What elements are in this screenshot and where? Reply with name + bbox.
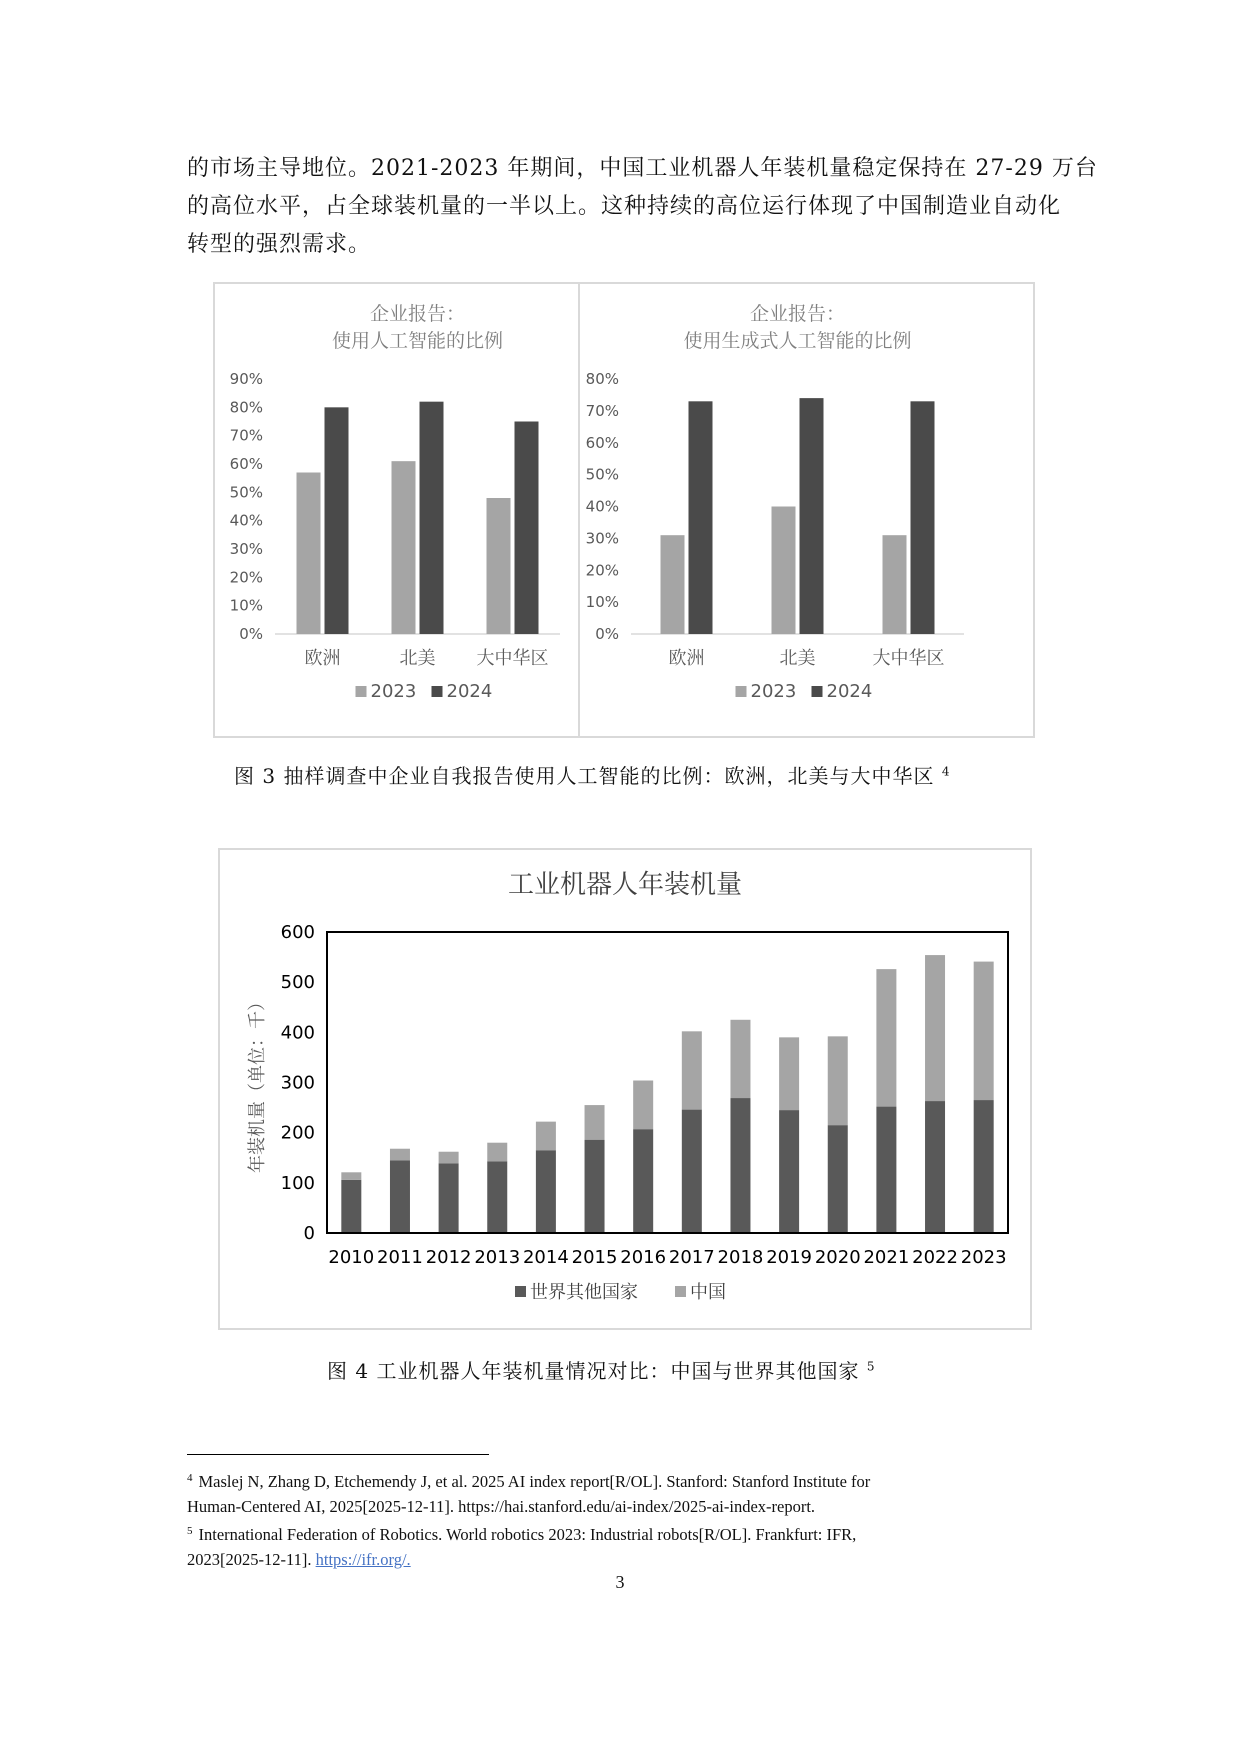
bar-segment-china: [585, 1105, 605, 1140]
body-paragraph: [187, 150, 1098, 264]
bar-segment-rest-of-world: [828, 1125, 848, 1233]
x-category-label: 2021: [863, 1247, 910, 1268]
footnotes: [187, 1466, 1067, 1572]
x-category-label: 2010: [328, 1247, 375, 1268]
legend-label: 2024: [446, 681, 493, 702]
y-tick-label: 80%: [585, 370, 619, 388]
legend-label: 2024: [826, 681, 873, 702]
y-tick-label: 200: [280, 1122, 315, 1144]
bar-segment-rest-of-world: [341, 1180, 361, 1233]
bar-segment-rest-of-world: [876, 1107, 896, 1233]
bar-segment-china: [536, 1122, 556, 1151]
bar-segment-rest-of-world: [633, 1129, 653, 1233]
footnote-text: Human-Centered AI, 2025[2025-12-11]. https://hai.stanford.edu/ai-index/2025-ai-index-report.: [187, 1497, 816, 1516]
bar-segment-china: [876, 969, 896, 1106]
x-category-label: 2018: [717, 1247, 764, 1268]
footnote-divider: [187, 1454, 489, 1455]
y-tick-label: 20%: [229, 568, 263, 587]
legend-label: 中国: [690, 1282, 726, 1303]
figure-3-caption-text: 图 3 抽样调查中企业自我报告使用人工智能的比例：欧洲，北美与大中华区: [234, 764, 935, 788]
bar-segment-china: [487, 1143, 507, 1162]
figure-4-caption: [327, 1355, 875, 1384]
footnote-text: 2023[2025-12-11].: [187, 1550, 312, 1569]
bar-segment-rest-of-world: [730, 1098, 750, 1233]
bar-segment-rest-of-world: [925, 1101, 945, 1233]
bar-2023: [392, 461, 416, 634]
y-tick-label: 0%: [239, 625, 263, 643]
bar-segment-rest-of-world: [682, 1110, 702, 1233]
bar-segment-china: [439, 1152, 459, 1164]
legend-swatch: [515, 1286, 526, 1297]
x-category-label: 2016: [620, 1247, 667, 1268]
figure-4-caption-text: 图 4 工业机器人年装机量情况对比：中国与世界其他国家: [327, 1359, 860, 1383]
bar-segment-china: [682, 1031, 702, 1109]
ifr-link[interactable]: https://ifr.org/.: [315, 1550, 411, 1569]
bar-segment-china: [925, 955, 945, 1101]
bar-2024: [800, 398, 824, 634]
legend-swatch: [736, 686, 747, 697]
footnote-number: 5: [187, 1525, 193, 1537]
x-category-label: 大中华区: [872, 648, 945, 669]
paragraph-line: 转型的强烈需求。: [187, 232, 372, 257]
y-tick-label: 10%: [585, 593, 619, 612]
chart-title-line: 企业报告：: [369, 303, 466, 325]
footnote-4: [187, 1466, 1067, 1519]
figure-3-frame: [213, 282, 1035, 738]
y-tick-label: 40%: [229, 511, 263, 530]
bar-segment-china: [828, 1036, 848, 1125]
bar-segment-china: [779, 1037, 799, 1110]
footnote-5: [187, 1519, 1067, 1572]
bar-segment-china: [730, 1020, 750, 1098]
x-category-label: 2012: [425, 1247, 472, 1268]
bar-2024: [420, 402, 444, 634]
y-tick-label: 500: [280, 972, 315, 994]
x-category-label: 2017: [668, 1247, 715, 1268]
legend-label: 2023: [370, 681, 417, 702]
bar-segment-china: [341, 1172, 361, 1180]
bar-segment-china: [633, 1080, 653, 1129]
bar-segment-rest-of-world: [779, 1110, 799, 1233]
bar-2023: [883, 535, 907, 634]
x-category-label: 2022: [912, 1247, 958, 1268]
y-tick-label: 60%: [229, 455, 263, 473]
y-tick-label: 600: [280, 922, 315, 943]
x-category-label: 北美: [779, 648, 816, 669]
chart-title-line: 使用生成式人工智能的比例: [683, 330, 912, 352]
y-axis-label: 年装机量（单位：千）: [247, 993, 268, 1173]
legend-swatch: [675, 1286, 686, 1297]
plot-frame: [327, 932, 1008, 1233]
figure-3-caption: [234, 760, 950, 789]
y-tick-label: 20%: [585, 561, 619, 580]
y-tick-label: 0: [303, 1223, 315, 1244]
legend-swatch: [812, 686, 823, 697]
bar-2024: [325, 407, 349, 634]
chart-title-line: 使用人工智能的比例: [331, 330, 504, 352]
x-category-label: 2020: [814, 1247, 861, 1268]
figure-4-chart: [220, 850, 1030, 1328]
x-category-label: 北美: [399, 648, 436, 669]
x-category-label: 大中华区: [476, 648, 549, 669]
x-category-label: 2015: [571, 1247, 618, 1268]
footnote-number: 4: [187, 1472, 193, 1484]
y-tick-label: 80%: [229, 398, 263, 417]
bar-segment-rest-of-world: [585, 1140, 605, 1233]
bar-segment-china: [974, 962, 994, 1100]
bar-segment-rest-of-world: [536, 1150, 556, 1233]
bar-2023: [297, 473, 321, 635]
x-category-label: 2014: [522, 1247, 569, 1268]
footnote-text: Maslej N, Zhang D, Etchemendy J, et al. 2025 AI index report[R/OL]. Stanford: Stanford Institute for: [198, 1472, 871, 1491]
y-tick-label: 50%: [585, 465, 619, 484]
bar-2023: [772, 507, 796, 635]
bar-2024: [689, 401, 713, 634]
y-tick-label: 30%: [585, 529, 619, 548]
legend-label: 2023: [750, 681, 797, 702]
y-tick-label: 400: [280, 1022, 315, 1044]
bar-segment-rest-of-world: [390, 1160, 410, 1233]
bar-segment-rest-of-world: [974, 1100, 994, 1233]
x-category-label: 欧洲: [668, 648, 705, 669]
y-tick-label: 30%: [229, 540, 263, 558]
legend-label: 世界其他国家: [530, 1282, 638, 1303]
y-tick-label: 60%: [585, 433, 619, 452]
bar-2023: [487, 498, 511, 634]
figure-4-footnote-ref[interactable]: 5: [866, 1359, 876, 1374]
x-category-label: 欧洲: [304, 648, 341, 669]
y-tick-label: 100: [280, 1172, 315, 1194]
y-tick-label: 0%: [595, 625, 619, 643]
legend-swatch: [432, 686, 443, 697]
y-tick-label: 70%: [585, 401, 619, 420]
y-tick-label: 10%: [229, 596, 263, 615]
bar-2023: [661, 535, 685, 634]
y-tick-label: 300: [280, 1072, 315, 1094]
bar-segment-china: [390, 1149, 410, 1161]
chart-title: 工业机器人年装机量: [507, 870, 743, 900]
x-category-label: 2023: [960, 1247, 1007, 1268]
x-category-label: 2011: [377, 1247, 423, 1268]
bar-2024: [911, 401, 935, 634]
figure-3-footnote-ref[interactable]: 4: [941, 764, 951, 779]
figure-4-frame: [218, 848, 1032, 1330]
bar-2024: [515, 422, 539, 635]
bar-segment-rest-of-world: [439, 1163, 459, 1233]
x-category-label: 2019: [766, 1247, 813, 1268]
page-number: 3: [615, 1572, 625, 1592]
y-tick-label: 70%: [229, 426, 263, 445]
x-category-label: 2013: [474, 1247, 521, 1268]
y-tick-label: 50%: [229, 483, 263, 502]
y-tick-label: 40%: [585, 497, 619, 516]
footnote-text: International Federation of Robotics. World robotics 2023: Industrial robots[R/OL]. Frankfurt: IFR,: [198, 1525, 857, 1544]
chart-title-line: 企业报告：: [749, 303, 846, 325]
legend-swatch: [356, 686, 367, 697]
paragraph-line: 的市场主导地位。2021-2023 年期间，中国工业机器人年装机量稳定保持在 27-29 万台: [187, 156, 1098, 181]
paragraph-line: 的高位水平，占全球装机量的一半以上。这种持续的高位运行体现了中国制造业自动化: [187, 194, 1062, 219]
bar-segment-rest-of-world: [487, 1161, 507, 1233]
figure-3-charts: [215, 284, 1033, 736]
y-tick-label: 90%: [229, 370, 263, 388]
